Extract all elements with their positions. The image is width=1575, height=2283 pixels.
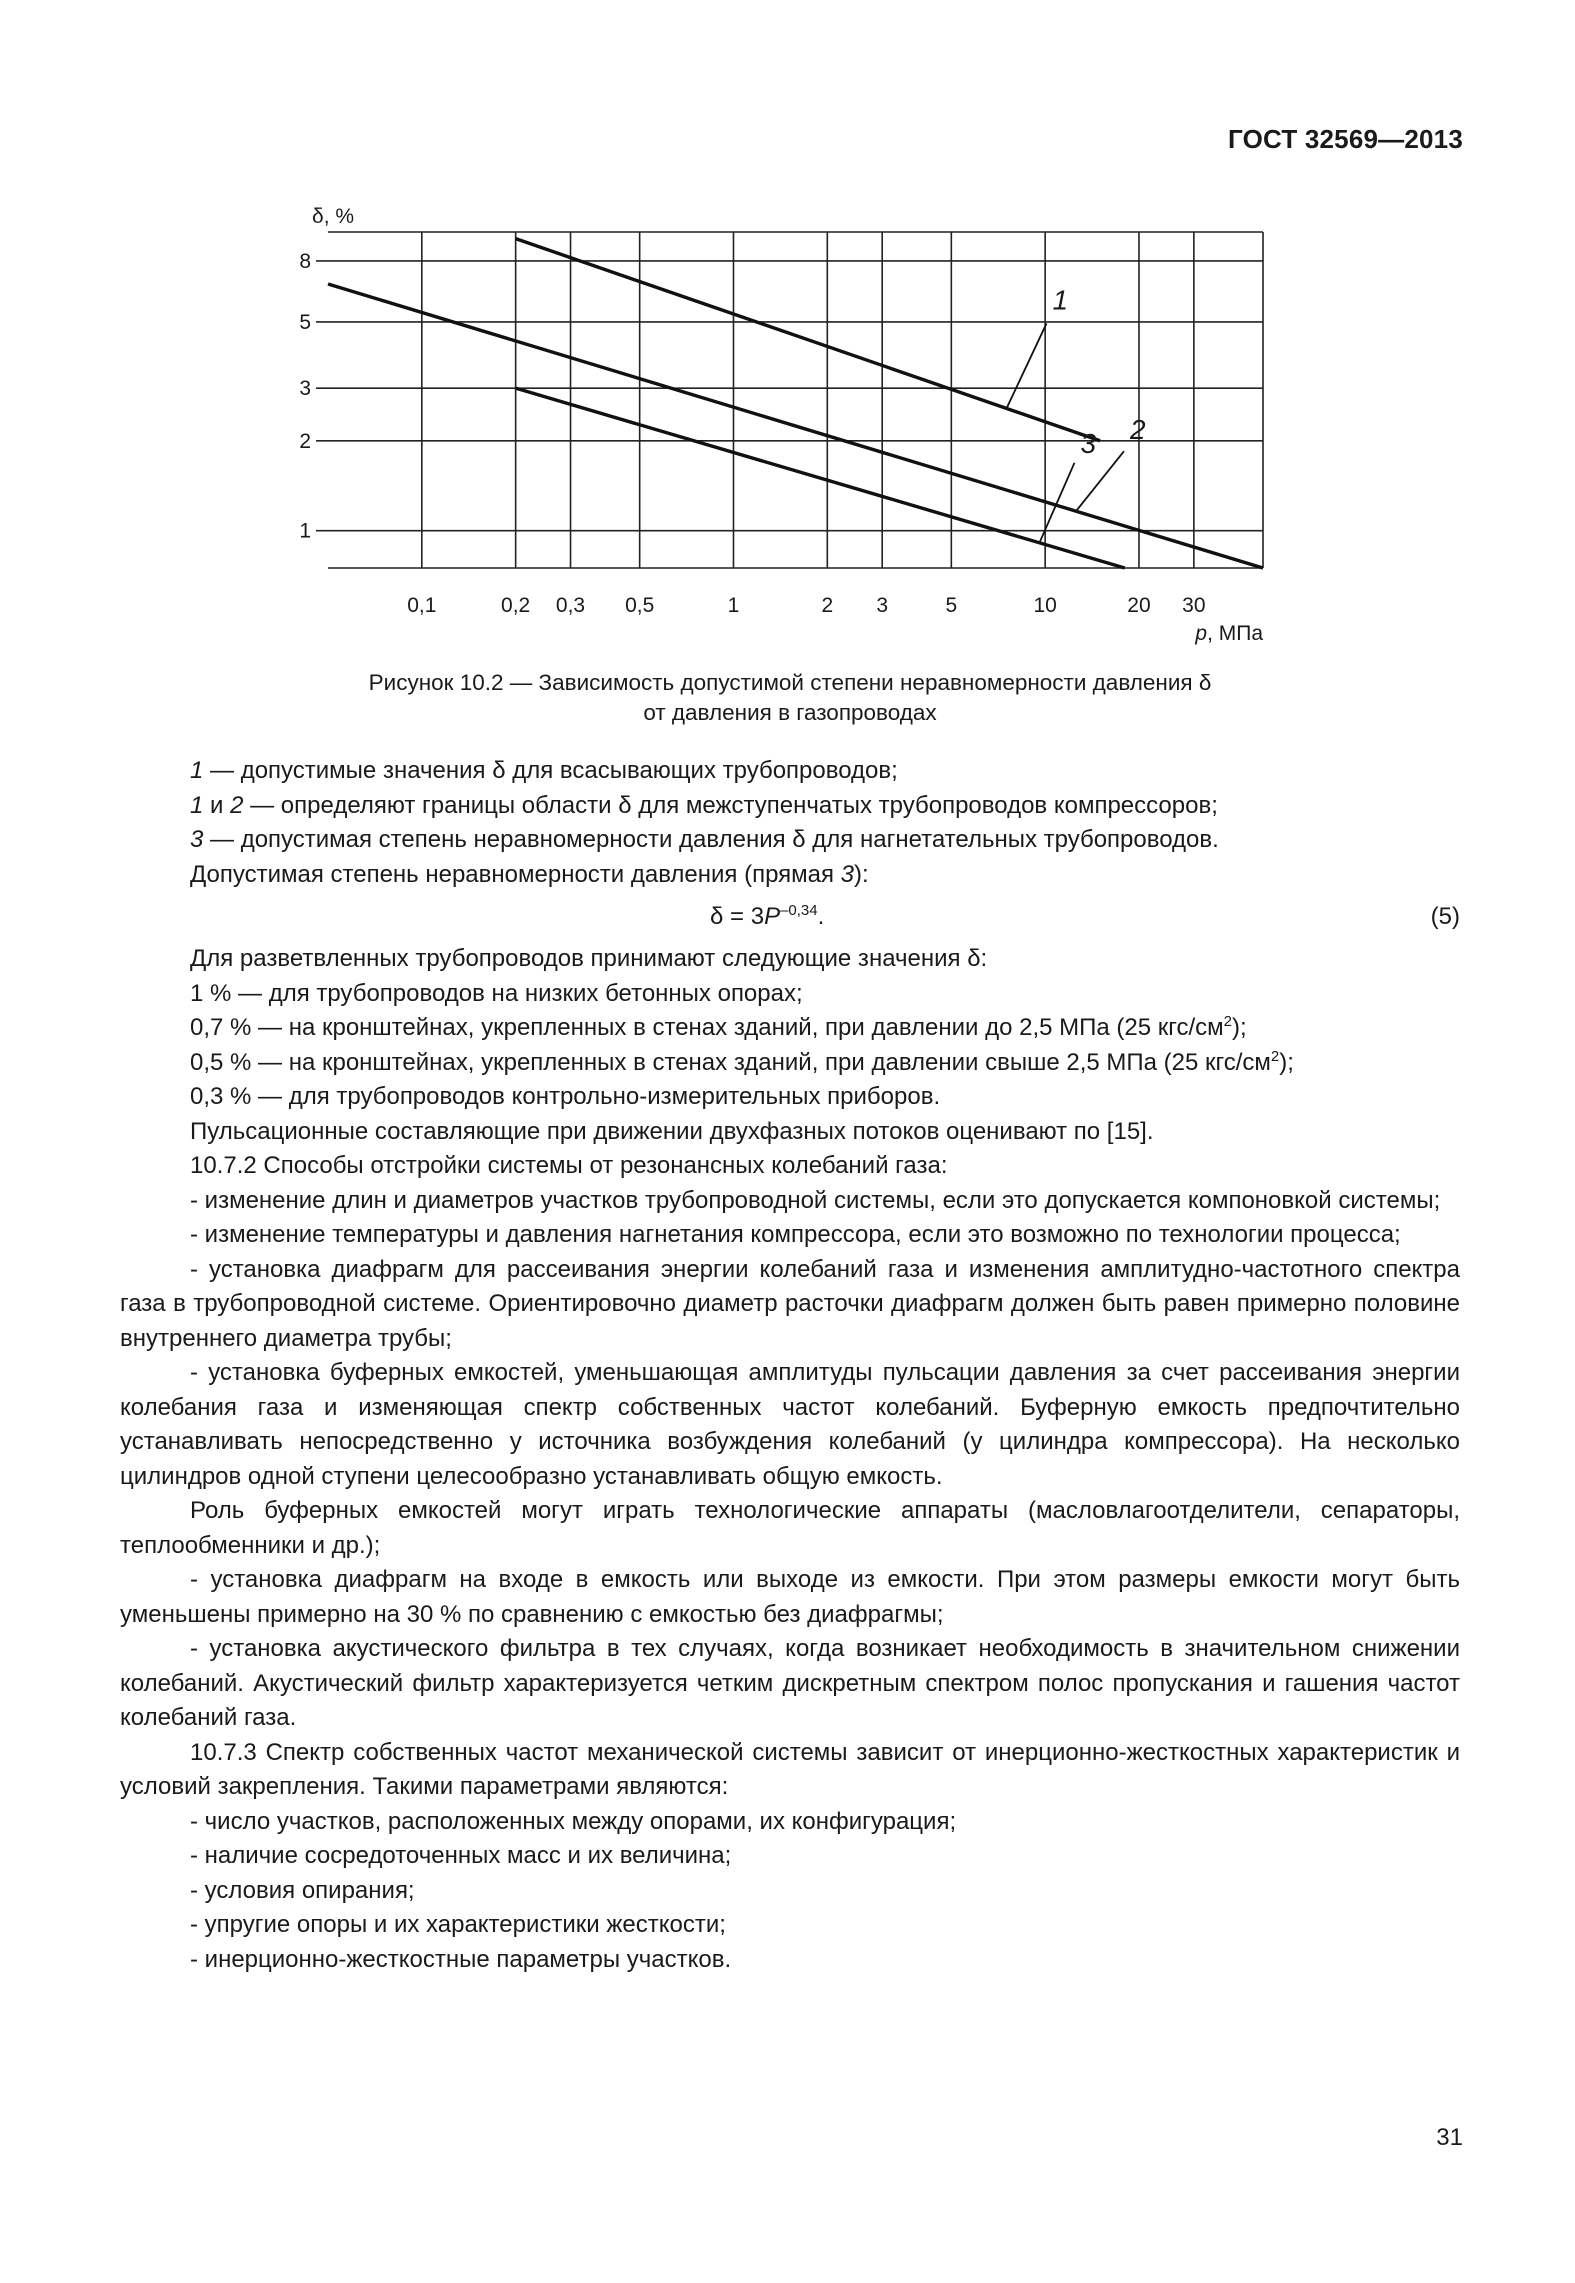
series-line-2 [328, 284, 1263, 568]
series-callouts [1007, 284, 1146, 542]
x-axis-unit: , МПа [1207, 622, 1263, 645]
paragraph: 0,3 % — для трубопроводов контрольно-измерительных приборов. [190, 1083, 941, 1110]
x-tick-label: 20 [1127, 594, 1151, 617]
legend-1: 1 — допустимые значения δ для всасывающих трубопроводов; [190, 757, 898, 784]
paragraph: Роль буферных емкостей могут играть технологические аппараты (масловлагоотделители, сепараторы, теплообменники и др.); [120, 1497, 1460, 1559]
formula-5 [120, 892, 1460, 942]
legend-2: 1 и 2 — определяют границы области δ для межступенчатых трубопроводов компрессоров; [190, 791, 1218, 819]
x-tick-labels [407, 594, 1205, 617]
x-tick-label: 0,5 [625, 594, 655, 617]
y-tick-label: 5 [299, 310, 311, 334]
document-code: ГОСТ 32569—2013 [1228, 124, 1463, 154]
x-tick-label: 30 [1182, 594, 1206, 617]
paragraph: 1 % — для трубопроводов на низких бетонных опорах; [190, 979, 803, 1007]
formula-expression: $\delta = 3P^{-0,34}$. [710, 902, 825, 930]
y-tick-label: 8 [299, 249, 311, 273]
y-tick-label: 1 [299, 519, 311, 543]
series-line-1 [516, 239, 1100, 441]
x-tick-label: 0,1 [407, 594, 437, 617]
page-number: 31 [1436, 2124, 1463, 2151]
legend-3: 3 — допустимая степень неравномерности давления δ для нагнетательных трубопроводов. [190, 826, 1219, 853]
callout-leader-1 [1007, 323, 1047, 408]
series-label-1: 1 [1052, 284, 1069, 316]
x-axis-label [1194, 622, 1263, 645]
list-item: - установка диафрагм для рассеивания энергии колебаний газа и изменения амплитудно-частотного спектра газа в трубопроводной системе. Ориентировочно диаметр расточки диафрагм должен быть равен примерно половине внутреннего диаметра трубы; [120, 1255, 1460, 1352]
y-tick-label: 3 [299, 377, 311, 401]
series-label-3: 3 [1080, 427, 1097, 459]
y-tick-labels [299, 250, 311, 543]
x-tick-label: 3 [876, 594, 889, 617]
x-tick-label: 1 [727, 594, 740, 617]
x-tick-label: 0,2 [501, 594, 531, 617]
list-item: - число участков, расположенных между опорами, их конфигурация; [190, 1807, 957, 1835]
list-item: - инерционно-жесткостные параметры участков. [190, 1945, 732, 1973]
pressure-chart [0, 0, 1575, 650]
list-item: - изменение температуры и давления нагнетания компрессора, если это возможно по технологии процесса; [190, 1221, 1401, 1248]
paragraph: Пульсационные составляющие при движении двухфазных потоков оценивают по [15]. [190, 1117, 1154, 1145]
x-tick-label: 2 [821, 594, 834, 617]
x-tick-label: 10 [1033, 594, 1057, 617]
x-tick-label: 0,3 [555, 594, 586, 617]
paragraph: 0,7 % — на кронштейнах, укрепленных в стенах зданий, при давлении до 2,5 МПа (25 кгс/$см^2$); [190, 1013, 1247, 1041]
figure-caption [300, 668, 1280, 728]
list-item: - наличие сосредоточенных масс и их величина; [190, 1842, 732, 1869]
x-tick-label: 5 [945, 594, 958, 617]
section-10-7-2: 10.7.2 Способы отстройки системы от резонансных колебаний газа: [190, 1152, 948, 1179]
list-item: - установка акустического фильтра в тех случаях, когда возникает необходимость в значительном снижении колебаний. Акустический фильтр характеризуется четким дискретным спектром полос пропускания и гашения частот колебаний газа. [120, 1635, 1460, 1731]
paragraph: 0,5 % — на кронштейнах, укрепленных в стенах зданий, при давлении свыше 2,5 МПа (25 кгс/$см^2$); [190, 1047, 1294, 1076]
paragraph: Для разветвленных трубопроводов принимают следующие значения δ: [190, 945, 988, 972]
list-item: - упругие опоры и их характеристики жесткости; [190, 1911, 726, 1938]
list-item: - установка буферных емкостей, уменьшающая амплитуды пульсации давления за счет рассеивания энергии колебания газа и изменяющая спектр собственных частот колебаний. Буферную емкость предпочтительно устанавливать непосредственно у источника возбуждения колебаний (у цилиндра компрессора). На несколько цилиндров одной ступени целесообразно устанавливать общую емкость. [120, 1359, 1460, 1490]
chart-grid [316, 232, 1263, 568]
document-body [120, 754, 1460, 1977]
series-lines [328, 239, 1263, 568]
legend-4: Допустимая степень неравномерности давления (прямая 3): [190, 860, 869, 888]
section-10-7-3: 10.7.3 Спектр собственных частот механической системы зависит от инерционно-жесткостных характеристик и условий закрепления. Такими параметрами являются: [120, 1738, 1460, 1800]
series-label-2: 2 [1130, 414, 1146, 446]
caption-line-1: Рисунок 10.2 — Зависимость допустимой степени неравномерности давления δ [368, 670, 1212, 695]
formula-number: (5) [1430, 903, 1460, 930]
series-line-3 [516, 388, 1125, 568]
callout-leader-2 [1076, 451, 1124, 511]
list-item: - условия опирания; [190, 1876, 415, 1904]
x-axis-var: p [1195, 622, 1208, 645]
y-axis-label: δ, % [312, 205, 355, 228]
list-item: - установка диафрагм на входе в емкость или выходе из емкости. При этом размеры емкости могут быть уменьшены примерно на 30 % по сравнению с емкостью без диафрагмы; [120, 1566, 1460, 1628]
list-item: - изменение длин и диаметров участков трубопроводной системы, если это допускается компоновкой системы; [190, 1186, 1441, 1214]
caption-line-2: от давления в газопроводах [643, 700, 937, 725]
y-tick-label: 2 [299, 429, 311, 453]
